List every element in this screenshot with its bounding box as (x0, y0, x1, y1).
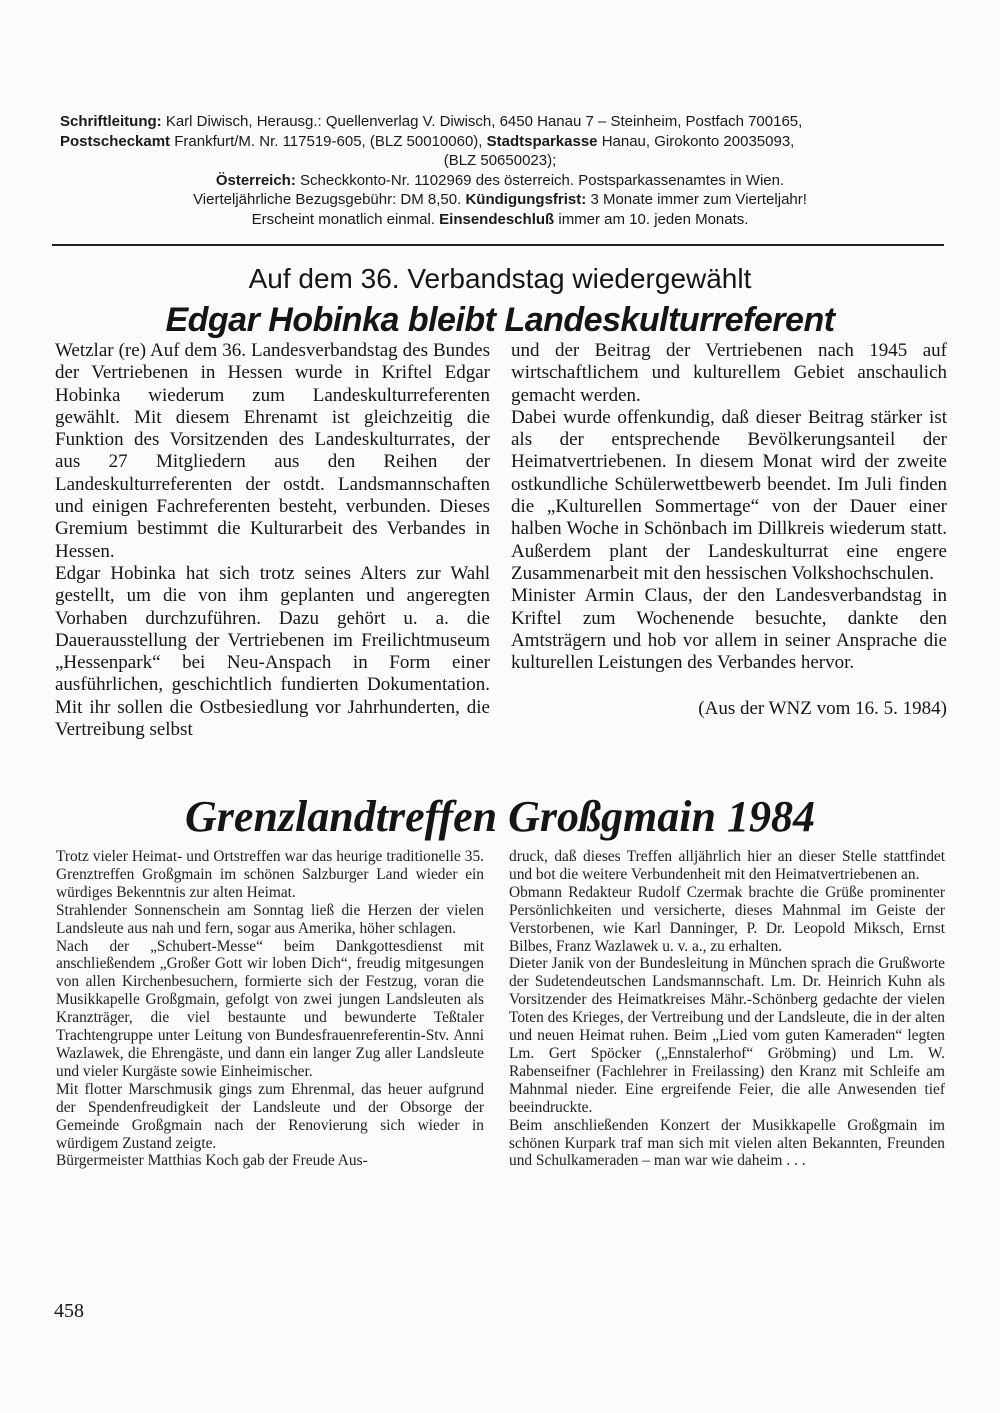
page-number: 458 (54, 1300, 84, 1322)
imprint-line-5: Vierteljährliche Bezugsgebühr: DM 8,50. Kündigungsfrist: 3 Monate immer zum Vierteljahr! (193, 191, 807, 208)
divider-rule (52, 244, 944, 246)
article2-right-column (509, 848, 945, 1170)
article1-title: Edgar Hobinka bleibt Landeskulturreferent (165, 301, 835, 339)
paragraph: Edgar Hobinka hat sich trotz seines Alters zur Wahl gestellt, um die von ihm geplanten und angeregten Vorhaben durchzuführen. Dazu gehört u. a. die Dauerausstellung der Vertriebenen im Freilichtmuseum „Hessenpark“ bei Neu-Anspach in Form einer ausführlichen, geschichtlich fundierten Dokumentation. Mit ihr sollen die Ostbesiedlung vor Jahrhunderten, die Vertreibung selbst (55, 562, 490, 741)
paragraph: Dieter Janik von der Bundesleitung in München sprach die Grußworte der Sudetendeutschen Landsmannschaft. Lm. Dr. Heinrich Kuhn als Vorsitzender des Heimatkreises Mähr.-Schönberg gedachte der vielen Toten des Krieges, der Vertreibung und der Landsleute, die in der alten und neuen Heimat ruhen. Beim „Lied vom guten Kameraden“ legten Lm. Gert Spöcker („Ennstalerhof“ Gröbming) und Lm. W. Rabenseifner (Fachlehrer in Freilassing) den Kranz mit Schleife am Mahnmal nieder. Eine ergreifende Feier, die alle Anwesenden tief beeindruckte. (509, 955, 945, 1116)
paragraph: druck, daß dieses Treffen alljährlich hier an dieser Stelle stattfindet und bot die weitere Verbundenheit mit den Heimatvertriebenen an. (509, 848, 945, 883)
imprint-line-4: Österreich: Scheckkonto-Nr. 1102969 des österreich. Postsparkassenamtes in Wien. (215, 171, 785, 189)
paragraph: Dabei wurde offenkundig, daß dieser Beitrag stärker ist als der entsprechende Bevölkerungsanteil der Heimatvertriebenen. In diesem Monat wird der zweite ostkundliche Schülerwettbewerb beendet. Im Juli finden die „Kulturellen Sommertage“ von der Dauer einer halben Woche in Schönbach im Dillkreis wiederum statt. Außerdem plant der Landeskulturrat eine engere Zusammenarbeit mit den hessischen Volkshochschulen. (511, 406, 947, 584)
imprint-line-2: Postscheckamt Frankfurt/M. Nr. 117519-605, (BLZ 50010060), Stadtsparkasse Hanau, Girokonto 20035093, (60, 132, 795, 150)
article2-left-column (56, 848, 484, 1170)
article1-source: (Aus der WNZ vom 16. 5. 1984) (698, 698, 947, 720)
paragraph: Mit flotter Marschmusik gings zum Ehrenmal, das heuer aufgrund der Spendenfreudigkeit der Landsleute und der Obsorge der Gemeinde Großgmain nach der Renovierung sich wieder in würdigem Zustand zeigte. (56, 1080, 484, 1152)
article1-right-column (511, 340, 947, 721)
paragraph: Obmann Redakteur Rudolf Czermak brachte die Grüße prominenter Persönlichkeiten und versicherte, dieses Mahnmal im Geiste der Verstorbenen, wie Karl Danninger, P. Dr. Leopold Miksch, Ernst Bilbes, Franz Wazlawek u. v. a., zu erhalten. (509, 883, 945, 955)
paragraph: Wetzlar (re) Auf dem 36. Landesverbandstag des Bundes der Vertriebenen in Hessen wurde in Kriftel Edgar Hobinka wiederum zum Landeskulturreferenten gewählt. Mit diesem Ehrenamt ist gleichzeitig die Funktion des Vorsitzenden des Landeskulturrates, der aus 27 Mitgliedern aus den Reihen der Landeskulturreferenten der ostdt. Landsmannschaften und einigen Fachreferenten besteht, verbunden. Dieses Gremium bestimmt die Kulturarbeit des Verbandes in Hessen. (55, 340, 490, 562)
imprint-line-3: (BLZ 50650023); (443, 152, 557, 169)
paragraph: Minister Armin Claus, der den Landesverbandstag in Kriftel zum Wochenende besuchte, dankte den Amtsträgern und hob vor allem in seiner Ansprache die kulturellen Leistungen des Verbandes hervor. (511, 585, 947, 674)
paragraph: und der Beitrag der Vertriebenen nach 1945 auf wirtschaftlichem und kulturellem Gebiet anschaulich gemacht werden. (511, 340, 947, 406)
imprint-block (60, 112, 940, 229)
article2-title: Grenzlandtreffen Großgmain 1984 (185, 792, 815, 841)
imprint-line-1: Schriftleitung: Karl Diwisch, Herausg.: Quellenverlag V. Diwisch, 6450 Hanau 7 – Steinheim, Postfach 700165, (60, 113, 803, 130)
paragraph: Bürgermeister Matthias Koch gab der Freude Aus- (56, 1152, 368, 1170)
article1-left-column (55, 340, 490, 741)
paragraph: Strahlender Sonnenschein am Sonntag ließ die Herzen der vielen Landsleute aus nah und fern, sogar aus Amerika, höher schlagen. (56, 901, 484, 937)
paragraph: Nach der „Schubert-Messe“ beim Dankgottesdienst mit anschließendem „Großer Gott wir loben Dich“, freudig mitgesungen von allen Kirchenbesuchern, formierte sich der Festzug, voran die Musikkapelle Großgmain, gefolgt von zwei jungen Landsleuten als Kranzträger, die viel bestaunte und bewunderte Teßtaler Trachtengruppe unter Leitung von Bundesfrauenreferentin-Stv. Anni Wazlawek, die Ehrengäste, und dann ein langer Zug aller Landsleute und vieler Kurgäste sowie Einheimischer. (56, 937, 484, 1080)
article1-overline: Auf dem 36. Verbandstag wiedergewählt (248, 263, 752, 294)
imprint-line-6: Erscheint monatlich einmal. Einsendeschluß immer am 10. jeden Monats. (251, 210, 749, 228)
paragraph: Trotz vieler Heimat- und Ortstreffen war das heurige traditionelle 35. Grenztreffen Großgmain im schönen Salzburger Land wieder ein würdiges Bekenntnis zur alten Heimat. (56, 848, 484, 901)
paragraph: Beim anschließenden Konzert der Musikkapelle Großgmain im schönen Kurpark traf man sich mit vielen alten Bekannten, Freunden und Schulkameraden – man war wie daheim . . . (509, 1116, 945, 1170)
